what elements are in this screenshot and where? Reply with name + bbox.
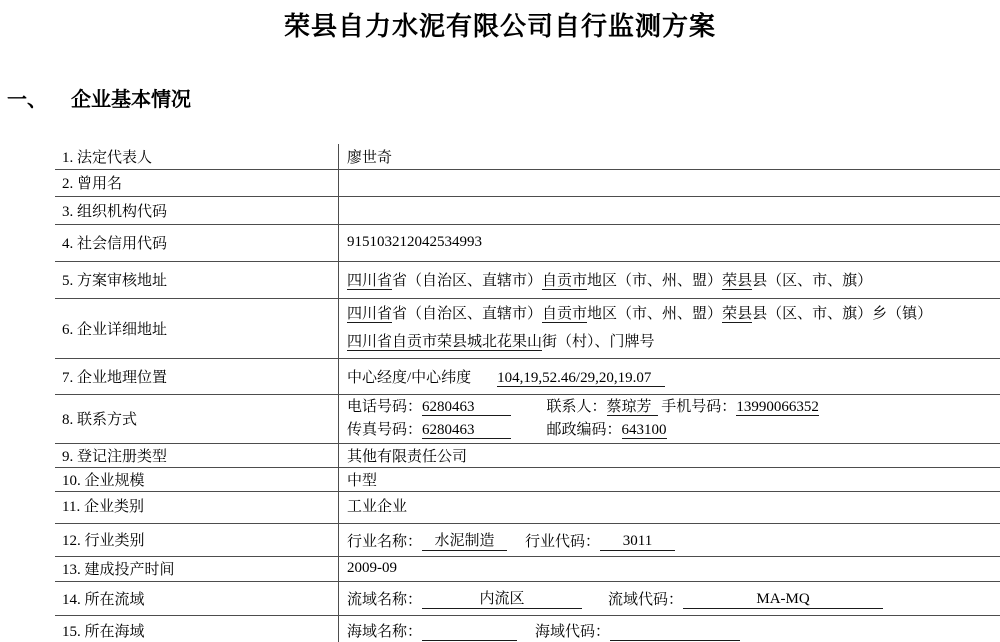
row-label-former-name: 2. 曾用名 [55,169,339,196]
basin-code-value: MA-MQ [683,591,883,609]
fax-value: 6280463 [422,422,511,439]
commissioning-date-value: 2009-09 [339,556,1000,581]
row-label-plan-review-address: 5. 方案审核地址 [55,261,339,298]
table-row [55,144,1000,169]
row-label-industry-category: 12. 行业类别 [55,523,339,556]
phone-label: 电话号码： [347,398,423,415]
table-row [55,581,1000,615]
table-row [55,224,1000,261]
province-name: 四川省 [347,273,393,289]
enterprise-category-value: 工业企业 [339,491,1000,523]
registration-type-value: 其他有限责任公司 [339,443,1000,467]
plan-review-address-value [339,261,1000,298]
province-name: 四川省 [347,306,393,322]
county-name: 荣县 [722,273,753,289]
sea-area-value [339,615,1000,642]
mobile-value: 13990066352 [736,398,819,415]
township-suffix: 乡（镇） [872,306,933,322]
province-suffix: 省（自治区、直辖市） [392,273,543,289]
row-label-geographic-location: 7. 企业地理位置 [55,358,339,394]
city-suffix: 地区（市、州、盟） [587,273,723,289]
row-label-registration-type: 9. 登记注册类型 [55,443,339,467]
section-heading [7,83,1000,112]
table-row [55,196,1000,224]
table-row [55,298,1000,358]
street-name: 四川省自贡市荣县城北花果山 [347,334,543,350]
legal-representative-value: 廖世奇 [339,144,1000,169]
sea-name-value [422,640,517,641]
city-suffix: 地区（市、州、盟） [587,306,723,322]
social-credit-code-value: 915103212042534993 [339,224,1000,261]
document-title: 荣县自力水泥有限公司自行监测方案 [283,12,716,41]
county-suffix: 县（区、市、旗） [752,306,873,322]
fax-label: 传真号码： [347,421,423,438]
postal-label: 邮政编码： [546,421,622,438]
row-label-sea-area: 15. 所在海域 [55,615,339,642]
detailed-address-line1 [347,300,999,328]
detailed-address-line2 [347,328,999,356]
table-row [55,523,1000,556]
contact-label: 联系人： [546,398,607,415]
industry-code-value: 3011 [600,533,675,551]
basin-name-value: 内流区 [422,587,582,609]
row-label-legal-representative: 1. 法定代表人 [55,144,339,169]
enterprise-scale-value: 中型 [339,467,1000,491]
contact-line1 [347,396,999,419]
province-suffix: 省（自治区、直辖市） [392,306,543,322]
table-row [55,169,1000,196]
sea-name-label: 海域名称： [347,624,423,640]
row-label-detailed-address: 6. 企业详细地址 [55,298,339,358]
basin-name-label: 流域名称： [347,592,423,608]
river-basin-value [339,581,1000,615]
section-title: 企业基本情况 [71,89,191,111]
coordinates-value: 104,19,52.46/29,20,19.07 [497,370,665,387]
table-row [55,556,1000,581]
table-row [55,358,1000,394]
industry-name-label: 行业名称： [347,533,423,550]
table-row [55,491,1000,523]
sea-code-label: 海域代码： [535,624,611,640]
mobile-label: 手机号码： [661,398,737,415]
contact-info-value [339,394,1000,443]
row-label-enterprise-scale: 10. 企业规模 [55,467,339,491]
contact-line2 [347,419,999,442]
industry-category-value [339,523,1000,556]
table-row [55,467,1000,491]
sea-code-value [610,640,740,641]
company-info-table [55,144,1000,642]
street-suffix: 街（村）、门牌号 [542,334,655,350]
table-row [55,394,1000,443]
detailed-address-value [339,298,1000,358]
row-label-organization-code: 3. 组织机构代码 [55,196,339,224]
coordinates-prefix: 中心经度/中心纬度 [347,369,472,386]
county-suffix: 县（区、市、旗） [752,273,873,289]
row-label-contact-info: 8. 联系方式 [55,394,339,443]
industry-code-label: 行业代码： [525,533,601,550]
table-row [55,443,1000,467]
row-label-social-credit-code: 4. 社会信用代码 [55,224,339,261]
postal-code-value: 643100 [621,421,667,438]
table-row [55,615,1000,642]
organization-code-value [339,196,1000,224]
geographic-location-value [339,358,1000,394]
section-number: 一、 [7,89,47,111]
former-name-value [339,169,1000,196]
industry-name-value: 水泥制造 [422,529,507,551]
county-name: 荣县 [722,306,753,322]
table-row [55,261,1000,298]
basin-code-label: 流域代码： [608,592,684,608]
phone-value: 6280463 [422,399,511,416]
city-name: 自贡市 [542,273,588,289]
city-name: 自贡市 [542,306,588,322]
row-label-commissioning-date: 13. 建成投产时间 [55,556,339,581]
row-label-enterprise-category: 11. 企业类别 [55,491,339,523]
row-label-river-basin: 14. 所在流域 [55,581,339,615]
contact-name-value: 蔡琼芳 [607,399,658,416]
